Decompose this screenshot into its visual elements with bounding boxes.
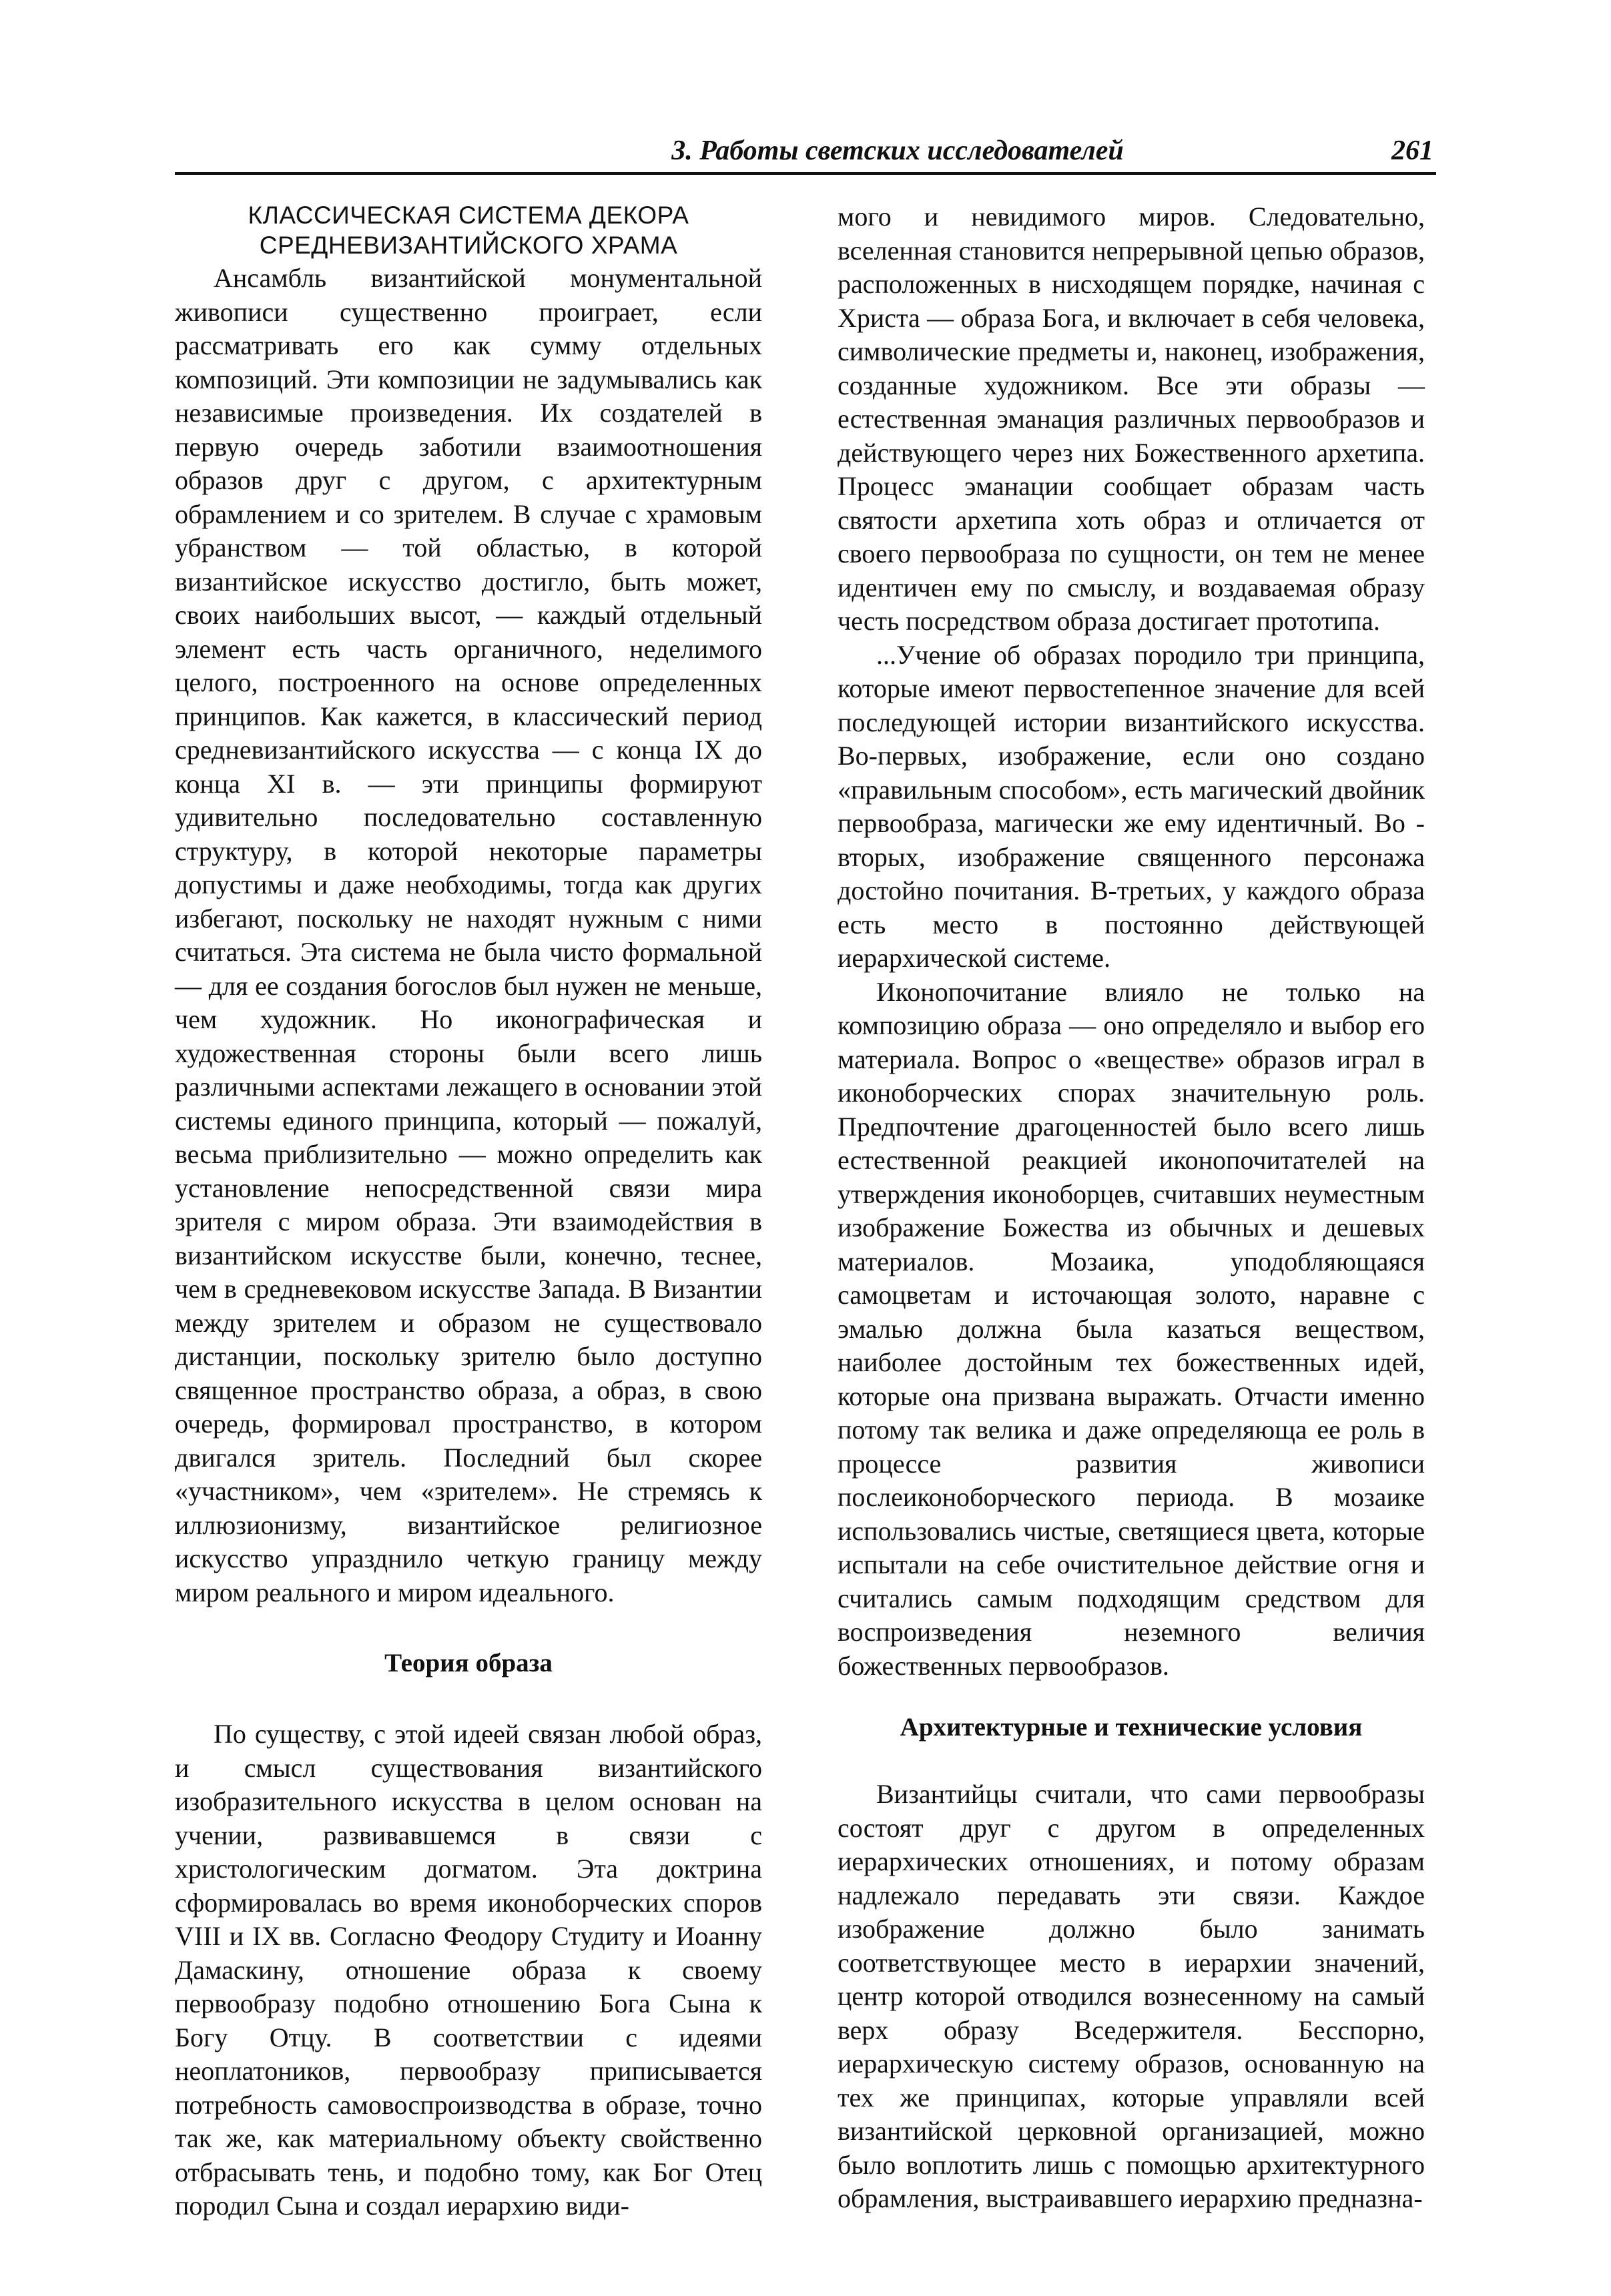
- paragraph: По существу, с этой идеей связан любой образ, и смысл существования византийского изобразительного искусства в целом основан на учении, развивавшемся в связи с христологическим догматом. Эта доктрина сформировалась во время иконоборческих споров VIII и IX вв. Согласно Феодору Студиту и Иоанну Дамаскину, отношение образа к своему первообразу подобно отношению Бога Сына к Богу Отцу. В соответствии с идеями неоплатоников, первообразу приписывается потребность самовоспроизводства в образе, точно так же, как материальному объекту свойственно отбрасывать тень, и подобно тому, как Бог Отец породил Сына и создал иерархию види-: [175, 1719, 762, 2221]
- section-title-line-1: КЛАССИЧЕСКАЯ СИСТЕМА ДЕКОРА: [248, 202, 689, 229]
- running-title: 3. Работы светских исследователей: [671, 135, 1124, 166]
- right-column: [838, 200, 1425, 2216]
- paragraph: Византийцы считали, что сами первообразы состоят друг с другом в определенных иерархических отношениях, и потому образам надлежало передавать эти связи. Каждое изображение должно было занимать соответствующее место в иерархии значений, центр которой отводился вознесенному на самый верх образу Вседержителя. Бесспорно, иерархическую систему образов, основанную на тех же принципах, которые управляли всей византийской церковной организацией, можно было воплотить лишь с помощью архитектурного обрамления, выстраивавшего иерархию предназна-: [838, 1779, 1425, 2213]
- running-head: [175, 131, 1436, 175]
- subheading-image-theory: Теория образа: [384, 1649, 553, 1677]
- section-title-line-2: СРЕДНЕВИЗАНТИЙСКОГО ХРАМА: [259, 232, 678, 259]
- page-number: 261: [1391, 135, 1433, 166]
- subheading-architectural-conditions: Архитектурные и технические условия: [900, 1713, 1363, 1742]
- paragraph: Иконопочитание влияло не только на композицию образа — оно определяло и выбор его материала. Вопрос о «веществе» образов играл в иконоборческих спорах значительную роль. Предпочтение драгоценностей было всего лишь естественной реакцией иконопочитателей на утверждения иконоборцев, считавших неуместным изображение Божества из обычных и дешевых материалов. Мозаика, уподобляющаяся самоцветам и источающая золото, наравне с эмалью должна была казаться веществом, наиболее достойным тех божественных идей, которые она призвана выражать. Отчасти именно потому так велика и даже определяюща ее роль в процессе развития живописи послеиконоборческого периода. В мозаике использовались чистые, светящиеся цвета, которые испытали на себе очистительное действие огня и считались самым подходящим средством для воспроизведения неземного величия божественных первообразов.: [838, 976, 1425, 1681]
- section-title: [175, 200, 762, 260]
- paragraph: Ансамбль византийской монументальной живописи существенно проиграет, если рассматривать его как сумму отдельных композиций. Эти композиции не задумывались как независимые произведения. Их создателей в первую очередь заботили взаимоотношения образов друг с другом, с архитектурным обрамлением и со зрителем. В случае с храмовым убранством — той областью, в которой византийское искусство достигло, быть может, своих наибольших высот, — каждый отдельный элемент есть часть органичного, неделимого целого, построенного на основе определенных принципов. Как кажется, в классический период средневизантийского искусства — с конца IX до конца XI в. — эти принципы формируют удивительно последовательно составленную структуру, в которой некоторые параметры допустимы и даже необходимы, тогда как других избегают, поскольку не находят нужным с ними считаться. Эта система не была чисто формальной — для ее создания богослов был нужен не меньше, чем художник. Но иконографическая и художественная стороны были всего лишь различными аспектами лежащего в основании этой системы единого принципа, который — пожалуй, весьма приблизительно — можно определить как установление непосредственной связи мира зрителя с миром образа. Эти взаимодействия в византийском искусстве были, конечно, теснее, чем в средневековом искусстве Запада. В Византии между зрителем и образом не существовало дистанции, поскольку зрителю было доступно священное пространство образа, а образ, в свою очередь, формировал пространство, в котором двигался зритель. Последний был скорее «участником», чем «зрителем». Не стремясь к иллюзионизму, византийское религиозное искусство упразднило четкую границу между миром реального и миром идеального.: [175, 263, 762, 1607]
- paragraph: ...Учение об образах породило три принципа, которые имеют первостепенное значение для всей последующей истории византийского искусства. Во-первых, изображение, если оно создано «правильным способом», есть магический двойник первообраза, магически же ему идентичный. Во - вторых, изображение священного персонажа достойно почитания. В-третьих, у каждого образа есть место в постоянно действующей иерархической системе.: [838, 639, 1425, 973]
- paragraph: мого и невидимого миров. Следовательно, вселенная становится непрерывной цепью образов, расположенных в нисходящем порядке, начиная с Христа — образа Бога, и включает в себя человека, символические предметы и, наконец, изображения, созданные художником. Все эти образы — естественная эманация различных первообразов и действующего через них Божественного архетипа. Процесс эманации сообщает образам часть святости архетипа хоть образ и отличается от своего первообраза по сущности, он тем не менее идентичен ему по смыслу, и воздаваемая образу честь посредством образа достигает прототипа.: [838, 202, 1425, 636]
- left-column: [175, 200, 762, 2223]
